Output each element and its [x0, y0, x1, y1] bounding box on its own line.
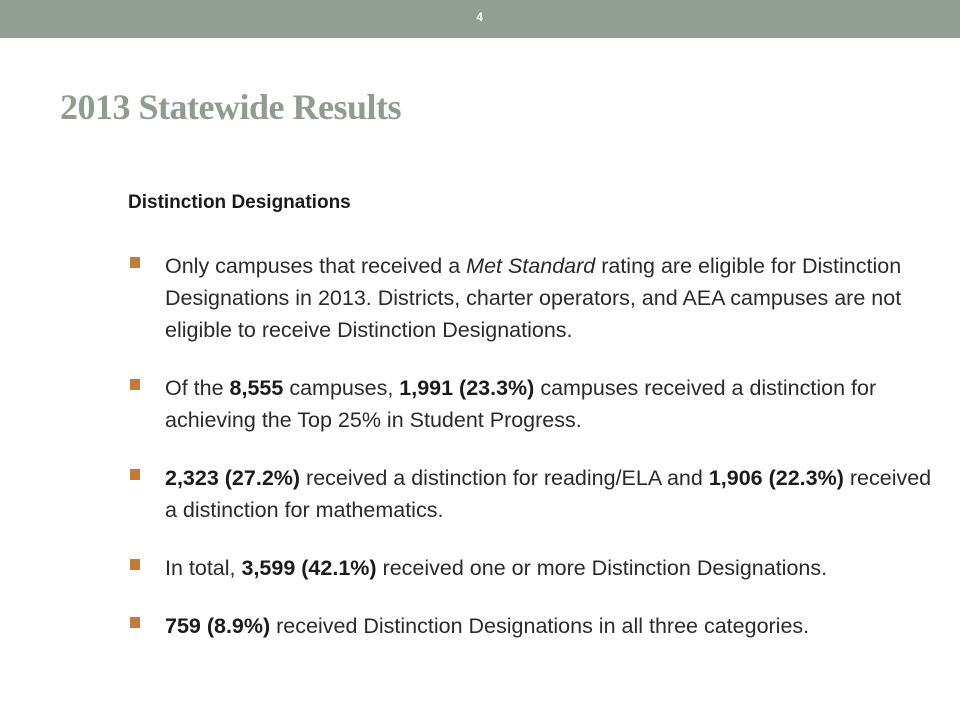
- square-bullet-icon: [130, 257, 140, 268]
- bullet-text: rating are eligible for Distinction Designations in 2013. Districts, charter operators, and AEA campuses are not eligible to receive Distinction Designations.: [165, 254, 902, 342]
- bullet-total: [128, 552, 948, 584]
- bullet-student-progress: [128, 372, 948, 436]
- bullet-stat: 759 (8.9%): [165, 614, 271, 638]
- bullet-text: received Distinction Designations in all three categories.: [270, 614, 810, 638]
- bullet-stat: 1,991 (23.3%): [399, 376, 535, 400]
- bullet-text: received one or more Distinction Designations.: [376, 556, 828, 580]
- bullet-stat: 3,599 (42.1%): [241, 556, 377, 580]
- bullet-text: campuses received a distinction for achieving the Top 25% in Student Progress.: [165, 376, 877, 432]
- bullet-stat: 1,906 (22.3%): [708, 466, 844, 490]
- bullet-text: received a distinction for reading/ELA and: [300, 466, 709, 490]
- bullet-list: [128, 250, 948, 668]
- bullet-stat: 2,323 (27.2%): [165, 466, 301, 490]
- slide-number: 4: [476, 10, 484, 24]
- slide-title: 2013 Statewide Results: [60, 87, 401, 127]
- section-heading: Distinction Designations: [128, 192, 351, 213]
- square-bullet-icon: [130, 379, 140, 390]
- bullet-text: Only campuses that received a: [165, 254, 467, 278]
- square-bullet-icon: [130, 559, 140, 570]
- square-bullet-icon: [130, 469, 140, 480]
- bullet-all-three: [128, 610, 948, 642]
- square-bullet-icon: [130, 617, 140, 628]
- bullet-stat: 8,555: [229, 376, 284, 400]
- bullet-text: In total,: [165, 556, 242, 580]
- bullet-text: campuses,: [283, 376, 400, 400]
- bullet-text: received a distinction for mathematics.: [165, 466, 932, 522]
- bullet-text: Of the: [165, 376, 230, 400]
- bullet-reading-math: [128, 462, 948, 526]
- bullet-eligibility: [128, 250, 948, 346]
- header-bar: [0, 0, 960, 38]
- bullet-emphasis: Met Standard: [466, 254, 596, 278]
